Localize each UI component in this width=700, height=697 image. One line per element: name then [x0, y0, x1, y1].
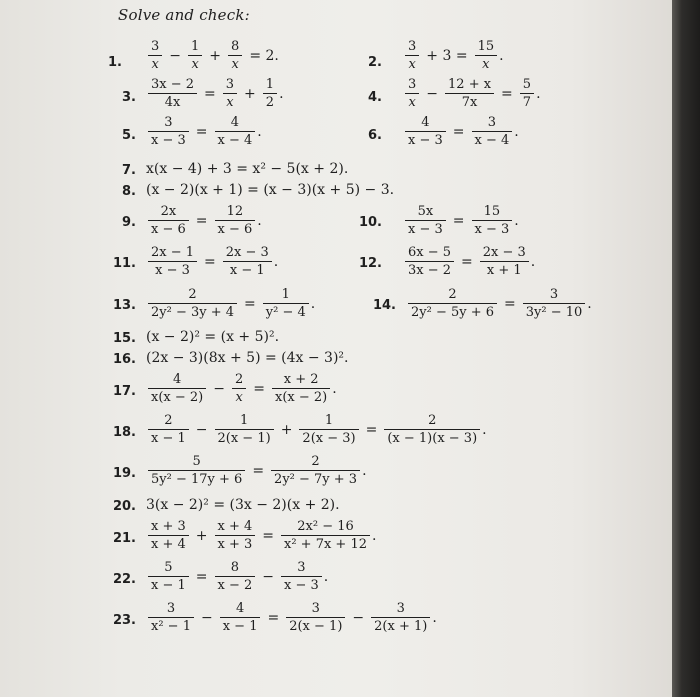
problem-number: 13.: [112, 298, 136, 313]
numerator: x + 2: [283, 372, 319, 387]
fraction: [148, 453, 245, 488]
numerator: 3: [151, 39, 160, 54]
denominator: x: [226, 95, 234, 110]
fraction: [263, 76, 277, 111]
numerator: 2: [311, 454, 320, 469]
numerator: 1: [239, 413, 249, 428]
numerator: 3: [297, 560, 306, 575]
numerator: 8: [230, 560, 240, 575]
fraction: [281, 559, 322, 594]
problem-1: $\frac{3}{x}$ − $\frac{1}{x}$ + $\frac{8}{x}$ = 2.: [146, 38, 284, 73]
numerator: 2: [448, 287, 457, 302]
problem-15: (x − 2)² = (x + 5)².: [146, 329, 280, 345]
numerator: 3: [166, 601, 176, 616]
fraction: [215, 203, 256, 238]
period: .: [514, 212, 519, 229]
denominator: x − 3: [408, 133, 443, 148]
period: .: [323, 568, 329, 585]
problem-22: $\frac{5}{x - 1}$ = $\frac{8}{x - 2}$ − $\frac{3}{x - 3}$ .: [146, 559, 328, 594]
denominator: 5y² − 17y + 6: [151, 472, 243, 487]
fraction: [408, 286, 497, 321]
period: .: [362, 462, 367, 479]
denominator: 2(x − 1): [217, 431, 271, 446]
period: .: [536, 85, 541, 102]
period: .: [432, 609, 437, 626]
numerator: 3: [549, 287, 559, 302]
fraction: [223, 76, 237, 111]
denominator: 2(x + 1): [374, 619, 428, 634]
fraction: [405, 76, 419, 111]
denominator: 2(x − 3): [302, 431, 356, 446]
denominator: x − 1: [222, 619, 258, 634]
problem-number: 16.: [112, 352, 136, 367]
problem-number: 19.: [112, 466, 136, 481]
denominator: x − 1: [151, 578, 186, 593]
numerator: 2x − 3: [482, 245, 526, 260]
numerator: 5: [192, 454, 201, 469]
numerator: 3: [164, 115, 173, 130]
fraction: [148, 203, 189, 238]
numerator: 3: [311, 601, 320, 616]
denominator: 4x: [164, 95, 181, 110]
fraction: [223, 244, 272, 279]
numerator: 4: [172, 372, 182, 387]
numerator: 5: [164, 560, 173, 575]
period: .: [257, 123, 262, 140]
fraction: [520, 76, 534, 111]
denominator: x: [235, 390, 243, 405]
problem-number: 7.: [122, 163, 136, 178]
denominator: x − 1: [229, 263, 265, 278]
denominator: x − 2: [217, 578, 253, 593]
problem-number: 23.: [112, 613, 136, 628]
numerator: 3: [396, 601, 405, 616]
numerator: 2: [188, 287, 197, 302]
fraction: [405, 38, 419, 73]
fraction: [215, 412, 274, 447]
problem-number: 5.: [122, 128, 136, 143]
denominator: x(x − 2): [275, 390, 328, 405]
period: .: [257, 212, 262, 229]
period: .: [482, 421, 487, 438]
problem-14: $\frac{2}{\text{2y² − 5y + 6}}$ = $\frac{3}{\text{3y² − 10}}$ .: [406, 286, 592, 321]
fraction: [148, 114, 189, 149]
problem-3: $\frac{3x - 2}{4x}$ = $\frac{3}{x}$ + $\frac{1}{2}$ .: [146, 76, 284, 111]
fraction: [371, 600, 430, 635]
problem-number: 6.: [368, 128, 382, 143]
problem-4: $\frac{3}{x}$ − $\frac{12 + x}{7x}$ = $\frac{5}{7}$ .: [403, 76, 541, 111]
problem-number: 14.: [372, 298, 396, 313]
period: .: [332, 380, 337, 397]
problem-number: 9.: [122, 215, 136, 230]
denominator: x + 3: [217, 537, 253, 552]
problem-11: $\frac{2x - 1}{x - 3}$ = $\frac{2x - 3}{x - 1}$ .: [146, 244, 278, 279]
problem-18: $\frac{2}{x - 1}$ − $\frac{1}{2(x - 1)}$ + $\frac{1}{2(x - 3)}$ = $\frac{2}{(x - 1)(x - 3)}$ .: [146, 412, 487, 447]
denominator: 2: [265, 95, 275, 110]
numerator: 15: [477, 39, 495, 54]
page-edge-shadow: [672, 0, 700, 697]
problem-number: 22.: [112, 572, 136, 587]
problem-21: $\frac{x + 3}{x + 4}$ + $\frac{x + 4}{x + 3}$ = $\frac{\text{2x² − 16}}{\text{x² + 7x + 12}}$ .: [146, 518, 376, 553]
problem-number: 1.: [108, 55, 122, 70]
denominator: x − 3: [474, 222, 510, 237]
numerator: 1: [265, 77, 275, 92]
fraction: [472, 203, 513, 238]
denominator: x² + 7x + 12: [284, 537, 368, 552]
numerator: 4: [235, 601, 245, 616]
numerator: 2x² − 16: [297, 519, 354, 534]
fraction: [523, 286, 586, 321]
period: .: [273, 253, 279, 270]
fraction: [384, 412, 480, 447]
fraction: [228, 38, 242, 73]
numerator: x + 3: [151, 519, 186, 534]
numerator: 15: [483, 204, 501, 219]
denominator: 2y² − 3y + 4: [151, 305, 235, 320]
numerator: 5: [522, 77, 532, 92]
denominator: 2y² − 5y + 6: [411, 305, 495, 320]
denominator: x + 1: [486, 263, 522, 278]
problem-5: $\frac{3}{x - 3}$ = $\frac{4}{x - 4}$ .: [146, 114, 262, 149]
problem-2: [403, 38, 504, 73]
problem-6: $\frac{4}{x - 3}$ = $\frac{3}{x - 4}$ .: [403, 114, 519, 149]
numerator: 2: [234, 372, 244, 387]
equation-rest: = 2.: [249, 47, 279, 64]
denominator: 3y² − 10: [525, 305, 583, 320]
problem-8: (x − 2)(x + 1) = (x − 3)(x + 5) − 3.: [146, 182, 395, 198]
numerator: 8: [231, 39, 240, 54]
problem-13: $\frac{2}{\text{2y² − 3y + 4}}$ = $\frac{1}{\text{y² − 4}}$ .: [146, 286, 315, 321]
fraction: [272, 371, 330, 406]
denominator: 2y² − 7y + 3: [274, 472, 358, 487]
page-title: Solve and check:: [118, 6, 250, 24]
problem-17: $\frac{4}{x(x - 2)}$ − $\frac{2}{x}$ = $\frac{x + 2}{x(x - 2)}$ .: [146, 371, 337, 406]
fraction: [188, 38, 202, 73]
fraction: [281, 518, 370, 553]
denominator: x − 4: [474, 133, 510, 148]
problem-20: 3(x − 2)² = (3x − 2)(x + 2).: [146, 497, 340, 513]
fraction: [148, 600, 194, 635]
problem-number: 2.: [368, 55, 382, 70]
numerator: 12: [226, 204, 244, 219]
fraction: [148, 76, 197, 111]
denominator: x − 1: [151, 431, 186, 446]
denominator: 2(x − 1): [289, 619, 343, 634]
fraction: [263, 286, 309, 321]
fraction: [148, 286, 237, 321]
numerator: 3: [225, 77, 235, 92]
numerator: 3: [408, 77, 417, 92]
fraction: [405, 244, 454, 279]
fraction: [215, 518, 256, 553]
fraction: [148, 371, 206, 406]
fraction: [286, 600, 345, 635]
denominator: x − 3: [284, 578, 319, 593]
denominator: x − 3: [408, 222, 443, 237]
problem-number: 10.: [358, 215, 382, 230]
denominator: x − 3: [151, 133, 186, 148]
numerator: 5x: [417, 204, 434, 219]
denominator: x: [482, 57, 490, 72]
denominator: y² − 4: [265, 305, 306, 320]
denominator: (x − 1)(x − 3): [387, 431, 478, 446]
fraction: [299, 412, 358, 447]
equation-middle: + 3 =: [426, 47, 468, 64]
numerator: 6x − 5: [408, 245, 452, 260]
denominator: 3x − 2: [408, 263, 452, 278]
denominator: x − 4: [217, 133, 253, 148]
denominator: x: [191, 57, 199, 72]
denominator: x − 6: [217, 222, 253, 237]
numerator: x + 4: [217, 519, 253, 534]
problem-number: 4.: [368, 90, 382, 105]
denominator: x: [408, 95, 416, 110]
denominator: x: [408, 57, 416, 72]
period: .: [530, 253, 536, 270]
denominator: x: [231, 57, 239, 72]
problem-number: 15.: [112, 331, 136, 346]
numerator: 3x − 2: [151, 77, 195, 92]
fraction: [475, 38, 498, 73]
denominator: x² − 1: [151, 619, 191, 634]
period: .: [279, 85, 284, 102]
numerator: 3: [487, 115, 497, 130]
equals: =: [204, 85, 216, 102]
problem-number: 8.: [122, 184, 136, 199]
fraction: [148, 559, 189, 594]
problem-12: $\frac{6x - 5}{3x - 2}$ = $\frac{2x - 3}{x + 1}$ .: [403, 244, 535, 279]
denominator: x − 6: [151, 222, 186, 237]
numerator: 12 + x: [448, 77, 492, 92]
period: .: [499, 47, 504, 64]
denominator: x + 4: [151, 537, 186, 552]
problem-number: 3.: [122, 90, 136, 105]
numerator: 4: [421, 115, 430, 130]
numerator: 3: [408, 39, 417, 54]
numerator: 1: [324, 413, 334, 428]
period: .: [514, 123, 519, 140]
problem-7: x(x − 4) + 3 = x² − 5(x + 2).: [146, 161, 349, 177]
period: .: [372, 527, 377, 544]
problem-number: 11.: [112, 256, 136, 271]
fraction: [148, 244, 197, 279]
fraction: [480, 244, 529, 279]
numerator: 2x: [160, 204, 177, 219]
numerator: 4: [230, 115, 240, 130]
numerator: 1: [191, 39, 200, 54]
problem-19: $\frac{5}{\text{5y² − 17y + 6}}$ = $\frac{2}{\text{2y² − 7y + 3}}$ .: [146, 453, 367, 488]
numerator: 2: [164, 413, 173, 428]
problem-number: 17.: [112, 384, 136, 399]
fraction: [215, 114, 256, 149]
period: .: [587, 295, 592, 312]
fraction: [445, 76, 494, 111]
fraction: [215, 559, 256, 594]
numerator: 2x − 3: [225, 245, 269, 260]
denominator: x − 3: [155, 263, 190, 278]
denominator: x: [151, 57, 159, 72]
problem-10: $\frac{5x}{x - 3}$ = $\frac{15}{x - 3}$ .: [403, 203, 519, 238]
denominator: x(x − 2): [151, 390, 204, 405]
period: .: [310, 295, 316, 312]
denominator: 7: [522, 95, 532, 110]
problem-number: 18.: [112, 425, 136, 440]
fraction: [405, 203, 446, 238]
numerator: 1: [281, 287, 290, 302]
fraction: [405, 114, 446, 149]
problem-number: 12.: [358, 256, 382, 271]
problem-number: 21.: [112, 531, 136, 546]
fraction: [220, 600, 261, 635]
fraction: [472, 114, 513, 149]
fraction: [148, 518, 189, 553]
problem-23: $\frac{3}{\text{x² − 1}}$ − $\frac{4}{x - 1}$ = $\frac{3}{2(x - 1)}$ − $\frac{3}{2(x + 1)}$ .: [146, 600, 437, 635]
denominator: 7x: [461, 95, 478, 110]
fraction: [148, 38, 162, 73]
fraction: [232, 371, 246, 406]
problem-9: $\frac{2x}{x - 6}$ = $\frac{12}{x - 6}$ .: [146, 203, 262, 238]
numerator: 2x − 1: [151, 245, 195, 260]
fraction: [271, 453, 360, 488]
problem-number: 20.: [112, 499, 136, 514]
problem-16: (2x − 3)(8x + 5) = (4x − 3)².: [146, 350, 349, 366]
fraction: [148, 412, 189, 447]
numerator: 2: [428, 413, 437, 428]
